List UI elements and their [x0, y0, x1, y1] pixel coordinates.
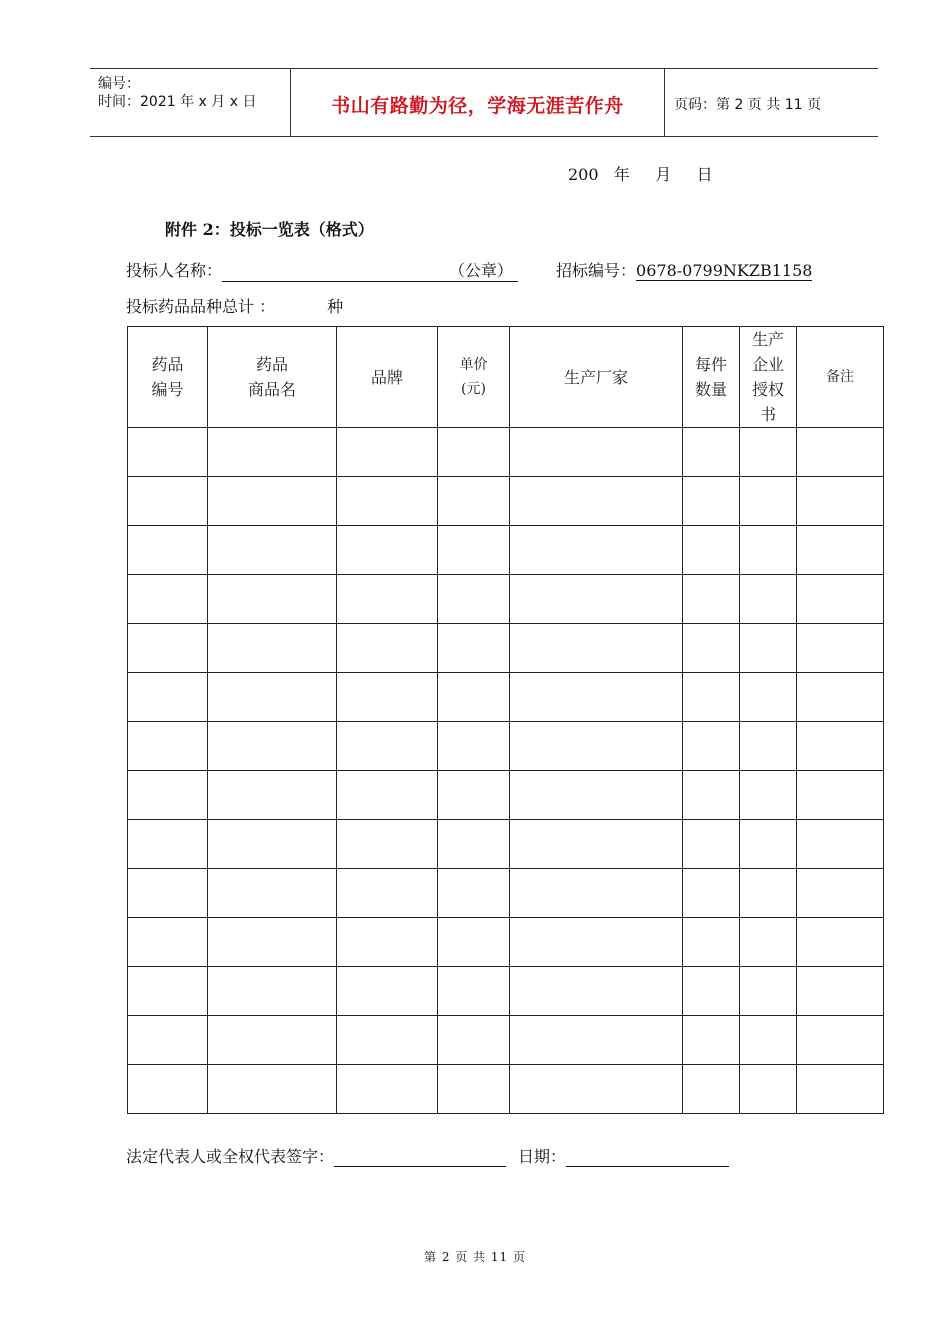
table-cell[interactable] — [510, 869, 683, 918]
table-cell[interactable] — [337, 477, 438, 526]
table-cell[interactable] — [208, 1016, 337, 1065]
header-page-label: 页码：第 2 页 共 11 页 — [674, 97, 821, 113]
table-cell[interactable] — [683, 526, 740, 575]
table-cell[interactable] — [797, 526, 884, 575]
table-cell[interactable] — [337, 526, 438, 575]
table-cell[interactable] — [797, 575, 884, 624]
table-cell[interactable] — [510, 820, 683, 869]
table-cell[interactable] — [683, 575, 740, 624]
table-cell[interactable] — [797, 673, 884, 722]
table-cell[interactable] — [208, 869, 337, 918]
table-cell[interactable] — [683, 477, 740, 526]
table-row — [128, 673, 884, 722]
table-cell[interactable] — [128, 526, 208, 575]
table-header-row — [128, 327, 884, 428]
header-page-cell — [664, 69, 878, 136]
table-cell[interactable] — [683, 869, 740, 918]
table-cell[interactable] — [438, 771, 510, 820]
bidder-label: 投标人名称： — [126, 261, 223, 280]
table-cell[interactable] — [510, 428, 683, 477]
table-cell[interactable] — [797, 722, 884, 771]
table-cell[interactable] — [438, 918, 510, 967]
table-cell[interactable] — [438, 624, 510, 673]
table-cell[interactable] — [337, 967, 438, 1016]
table-cell[interactable] — [438, 820, 510, 869]
col-header-trade-name: 药品 商品名 — [208, 327, 337, 428]
col-header-qty-per-pack: 每件 数量 — [683, 327, 740, 428]
table-cell[interactable] — [438, 477, 510, 526]
table-cell[interactable] — [128, 575, 208, 624]
total-unit: 种 — [327, 297, 344, 316]
table-body — [128, 428, 884, 1114]
table-cell[interactable] — [683, 428, 740, 477]
header-meta-cell — [90, 69, 290, 136]
sign-label: 法定代表人或全权代表签字： — [126, 1147, 335, 1166]
table-cell[interactable] — [128, 820, 208, 869]
col-header-unit-price: 单价 (元) — [438, 327, 510, 428]
table-cell[interactable] — [337, 820, 438, 869]
table-row — [128, 477, 884, 526]
table-cell[interactable] — [510, 526, 683, 575]
table-cell[interactable] — [208, 526, 337, 575]
time-label: 时间：2021 年 x 月 x 日 — [98, 94, 257, 110]
date-field[interactable] — [566, 1147, 729, 1167]
table-cell[interactable] — [438, 869, 510, 918]
table-cell[interactable] — [438, 967, 510, 1016]
table-row — [128, 526, 884, 575]
table-cell[interactable] — [510, 673, 683, 722]
table-cell[interactable] — [438, 1065, 510, 1114]
table-cell[interactable] — [510, 918, 683, 967]
table-cell[interactable] — [208, 673, 337, 722]
table-cell[interactable] — [797, 918, 884, 967]
table-cell[interactable] — [740, 1065, 797, 1114]
table-cell[interactable] — [128, 771, 208, 820]
table-cell[interactable] — [208, 575, 337, 624]
tender-no-label: 招标编号： — [556, 261, 637, 280]
table-cell[interactable] — [438, 722, 510, 771]
table-cell[interactable] — [208, 771, 337, 820]
table-cell[interactable] — [208, 967, 337, 1016]
bid-summary-table — [127, 326, 884, 1114]
table-cell[interactable] — [683, 722, 740, 771]
table-cell[interactable] — [128, 918, 208, 967]
table-cell[interactable] — [510, 722, 683, 771]
table-cell[interactable] — [208, 722, 337, 771]
table-cell[interactable] — [683, 918, 740, 967]
total-row — [126, 294, 343, 317]
table-cell[interactable] — [337, 869, 438, 918]
table-cell[interactable] — [683, 1065, 740, 1114]
table-cell[interactable] — [797, 477, 884, 526]
table-cell[interactable] — [128, 869, 208, 918]
table-row — [128, 918, 884, 967]
header-motto-cell — [290, 69, 665, 136]
table-cell[interactable] — [337, 1065, 438, 1114]
table-cell[interactable] — [510, 477, 683, 526]
table-cell[interactable] — [337, 673, 438, 722]
table-cell[interactable] — [510, 771, 683, 820]
table-cell[interactable] — [337, 722, 438, 771]
table-cell[interactable] — [128, 428, 208, 477]
serial-label: 编号： — [98, 76, 140, 92]
table-cell[interactable] — [740, 1016, 797, 1065]
table-cell[interactable] — [128, 477, 208, 526]
table-row — [128, 428, 884, 477]
table-cell[interactable] — [128, 624, 208, 673]
table-row — [128, 575, 884, 624]
table-cell[interactable] — [740, 722, 797, 771]
table-cell[interactable] — [797, 869, 884, 918]
table-cell[interactable] — [510, 624, 683, 673]
table-cell[interactable] — [337, 575, 438, 624]
table-cell[interactable] — [740, 428, 797, 477]
table-cell[interactable] — [740, 967, 797, 1016]
col-header-brand: 品牌 — [337, 327, 438, 428]
table-row — [128, 820, 884, 869]
table-row — [128, 1065, 884, 1114]
table-cell[interactable] — [797, 1065, 884, 1114]
table-row — [128, 722, 884, 771]
table-cell[interactable] — [438, 526, 510, 575]
table-cell[interactable] — [797, 1016, 884, 1065]
table-cell[interactable] — [740, 526, 797, 575]
table-cell[interactable] — [438, 673, 510, 722]
table-cell[interactable] — [683, 820, 740, 869]
seal-label: （公章） — [448, 261, 513, 280]
table-row — [128, 1016, 884, 1065]
table-cell[interactable] — [438, 1016, 510, 1065]
col-header-remarks: 备注 — [797, 327, 884, 428]
table-cell[interactable] — [208, 428, 337, 477]
motto-text: 书山有路勤为径，学海无涯苦作舟 — [331, 95, 624, 117]
tender-no: 0678-0799NKZB1158 — [636, 261, 813, 280]
table-cell[interactable] — [438, 428, 510, 477]
table-cell[interactable] — [740, 673, 797, 722]
signature-field[interactable] — [334, 1147, 506, 1167]
table-cell[interactable] — [337, 1016, 438, 1065]
table-cell[interactable] — [683, 1016, 740, 1065]
table-cell[interactable] — [510, 1016, 683, 1065]
table-row — [128, 771, 884, 820]
table-cell[interactable] — [740, 820, 797, 869]
table-cell[interactable] — [128, 1065, 208, 1114]
table-cell[interactable] — [208, 624, 337, 673]
page-footer: 第 2 页 共 11 页 — [424, 1250, 526, 1264]
table-cell[interactable] — [510, 967, 683, 1016]
table-cell[interactable] — [208, 918, 337, 967]
table-cell[interactable] — [128, 1016, 208, 1065]
table-row — [128, 624, 884, 673]
table-cell[interactable] — [128, 673, 208, 722]
table-cell[interactable] — [683, 673, 740, 722]
table-cell[interactable] — [797, 967, 884, 1016]
table-cell[interactable] — [208, 477, 337, 526]
bidder-row — [126, 258, 812, 282]
table-row — [128, 967, 884, 1016]
date-line: 200 年 月 日 — [568, 165, 713, 184]
page-header — [90, 68, 878, 137]
table-cell[interactable] — [337, 918, 438, 967]
table-cell[interactable] — [208, 1065, 337, 1114]
table-cell[interactable] — [797, 820, 884, 869]
table-cell[interactable] — [740, 869, 797, 918]
table-cell[interactable] — [438, 575, 510, 624]
bidder-name-field[interactable] — [222, 258, 518, 282]
table-cell[interactable] — [740, 477, 797, 526]
table-cell[interactable] — [683, 624, 740, 673]
total-label: 投标药品品种总计 ： — [126, 297, 276, 316]
table-cell[interactable] — [510, 575, 683, 624]
table-cell[interactable] — [797, 771, 884, 820]
table-cell[interactable] — [337, 771, 438, 820]
table-cell[interactable] — [337, 428, 438, 477]
table-row — [128, 869, 884, 918]
attachment-title: 附件 2：投标一览表（格式） — [165, 220, 374, 239]
date-label: 日期： — [518, 1147, 567, 1166]
table-cell[interactable] — [683, 967, 740, 1016]
table-cell[interactable] — [208, 820, 337, 869]
col-header-authorization: 生产 企业 授权 书 — [740, 327, 797, 428]
table-cell[interactable] — [797, 624, 884, 673]
table-cell[interactable] — [683, 771, 740, 820]
col-header-drug-no: 药品 编号 — [128, 327, 208, 428]
table-cell[interactable] — [510, 1065, 683, 1114]
table-cell[interactable] — [128, 722, 208, 771]
signature-row — [126, 1144, 729, 1167]
table-cell[interactable] — [740, 624, 797, 673]
table-cell[interactable] — [740, 918, 797, 967]
table-cell[interactable] — [740, 575, 797, 624]
table-cell[interactable] — [797, 428, 884, 477]
table-cell[interactable] — [740, 771, 797, 820]
table-cell[interactable] — [337, 624, 438, 673]
table-cell[interactable] — [128, 967, 208, 1016]
col-header-manufacturer: 生产厂家 — [510, 327, 683, 428]
